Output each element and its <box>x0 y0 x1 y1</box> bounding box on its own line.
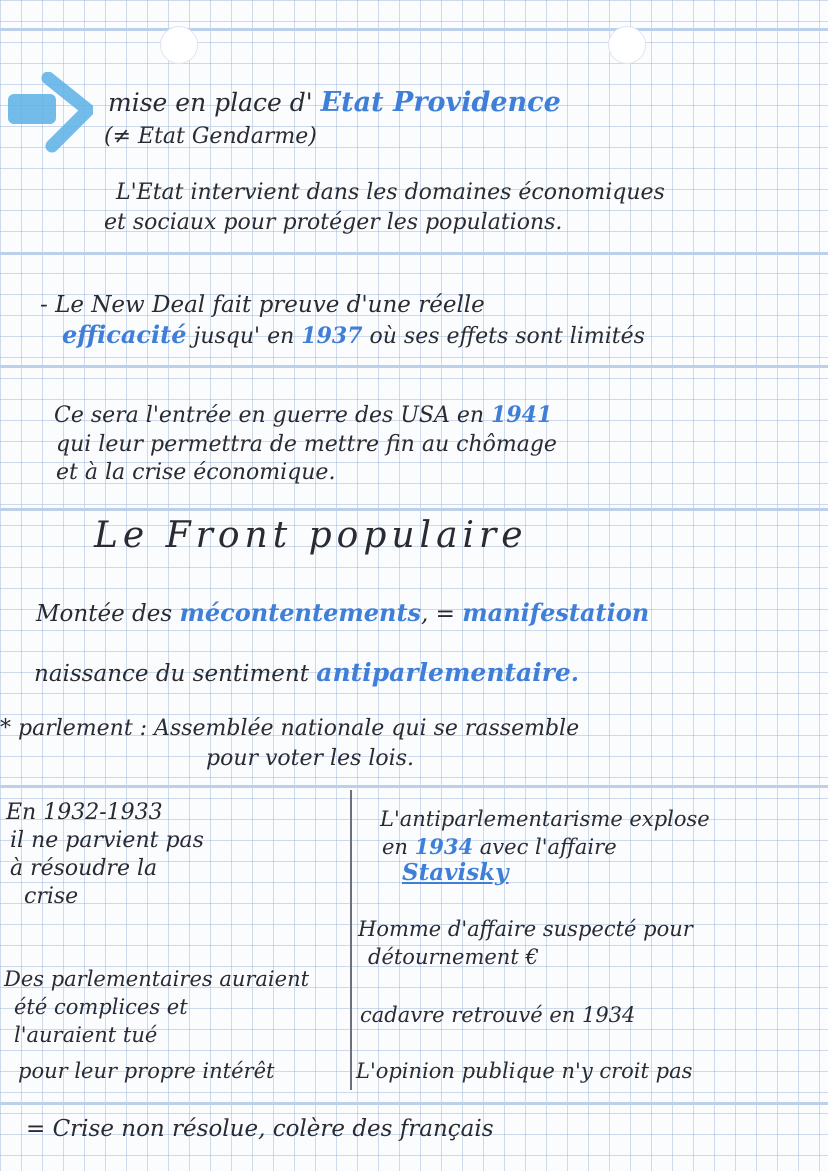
title-prefix: mise en place d' <box>108 88 313 117</box>
war-text: Ce sera l'entrée en guerre des USA en <box>54 403 485 428</box>
parlement-line-2: pour voter les lois. <box>206 746 414 771</box>
new-deal-line-1: - Le New Deal fait preuve d'une réelle <box>40 292 485 318</box>
right-line1: L'antiparlementarisme explose <box>380 807 710 831</box>
war-line-2: qui leur permettra de mettre fin au chômage <box>56 432 557 457</box>
left-block2-line4: pour leur propre intérêt <box>18 1059 275 1083</box>
stavisky-text: Stavisky <box>402 859 509 886</box>
ruled-line <box>0 508 828 511</box>
mecontentements-highlight: mécontentements <box>179 598 422 627</box>
ruled-line <box>0 365 828 368</box>
left-block2-line1: Des parlementaires auraient <box>4 967 310 991</box>
new-deal-end: où ses effets sont limités <box>369 324 645 349</box>
right-line5: cadavre retrouvé en 1934 <box>360 1003 636 1027</box>
war-line-3: et à la crise économique. <box>56 460 336 485</box>
year-1937: 1937 <box>301 323 363 349</box>
montee-line2-end: . <box>570 660 579 687</box>
right-line6: L'opinion publique n'y croit pas <box>356 1059 693 1083</box>
punch-hole <box>608 26 646 64</box>
left-block1-line3: à résoudre la <box>10 856 158 881</box>
front-populaire-title: Le Front populaire <box>94 515 528 556</box>
right-line2-end: avec l'affaire <box>479 835 617 859</box>
arrow-right-icon <box>8 72 93 154</box>
right-line4: détournement € <box>368 945 539 969</box>
definition-line-2: et sociaux pour protéger les populations. <box>104 210 563 235</box>
left-block2-line3: l'auraient tué <box>14 1023 158 1047</box>
new-deal-mid: jusqu' en <box>193 324 295 349</box>
montee-start: Montée des <box>36 601 173 627</box>
ruled-line <box>0 785 828 788</box>
left-block2-line2: été complices et <box>14 995 188 1019</box>
year-1941: 1941 <box>491 402 553 428</box>
new-deal-line-2 <box>62 322 645 350</box>
title-line <box>108 87 561 118</box>
right-line3: Homme d'affaire suspecté pour <box>358 917 693 941</box>
war-line-1 <box>54 402 552 429</box>
montee-mid: , = <box>421 601 455 627</box>
montee-line2-start: naissance du sentiment <box>34 661 309 687</box>
left-block1-line4: crise <box>24 884 79 909</box>
ruled-line <box>0 28 828 31</box>
conclusion: = Crise non résolue, colère des français <box>26 1116 494 1142</box>
etat-providence-highlight: Etat Providence <box>320 87 561 118</box>
manifestation-highlight: manifestation <box>462 598 650 627</box>
subtitle: (≠ Etat Gendarme) <box>104 124 317 149</box>
montee-line-2 <box>34 660 579 687</box>
ruled-line <box>0 252 828 255</box>
parlement-line-1: * parlement : Assemblée nationale qui se rassemble <box>0 716 580 741</box>
column-divider <box>350 790 352 1090</box>
right-line2-start: en <box>382 835 408 859</box>
definition-line-1: L'Etat intervient dans les domaines économiques <box>116 180 665 205</box>
left-block1-line1: En 1932-1933 <box>6 800 163 825</box>
year-1934: 1934 <box>414 834 474 859</box>
left-block1-line2: il ne parvient pas <box>10 828 204 853</box>
antiparlementaire-highlight: antiparlementaire <box>316 658 571 687</box>
stavisky-highlight <box>402 860 509 886</box>
punch-hole <box>160 26 198 64</box>
ruled-line <box>0 1102 828 1105</box>
montee-line-1 <box>36 600 649 627</box>
efficacite-highlight: efficacité <box>62 320 187 349</box>
right-line2 <box>382 834 617 860</box>
